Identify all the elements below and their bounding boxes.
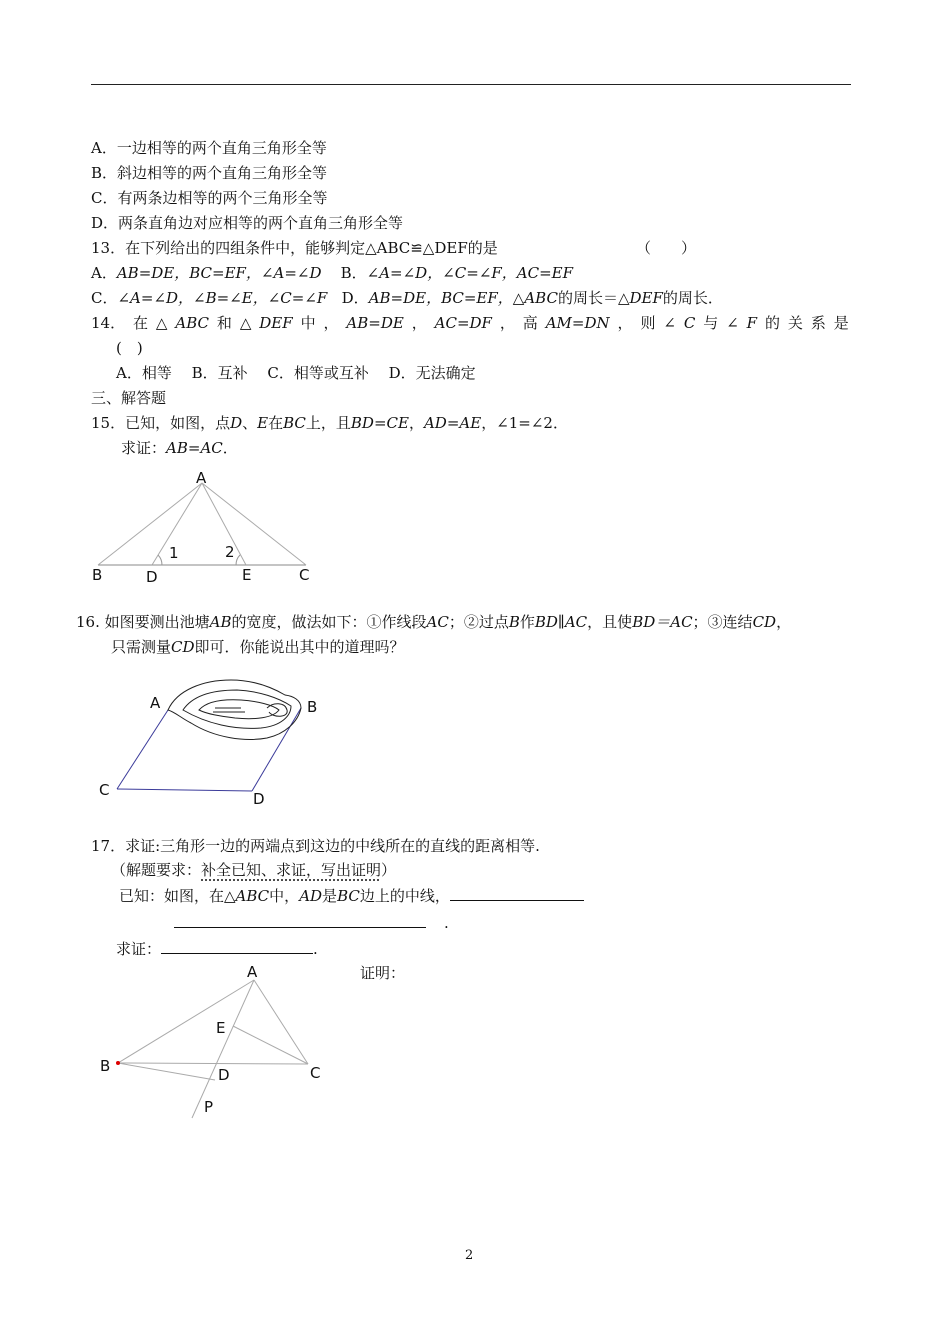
q17-label-p: P (204, 1098, 214, 1116)
q17-emphasis-dots: 补全已知、求证，写出证明 (201, 861, 382, 879)
q14-token: C (683, 314, 696, 332)
q15-label-e: E (242, 566, 252, 584)
given-blank-2[interactable] (174, 913, 426, 928)
q14-token: △ (155, 314, 168, 332)
q14-token: 则 (640, 314, 656, 332)
q15-angle-2: 2 (225, 543, 235, 561)
q13-stem: 13．在下列给出的四组条件中，能够判定△ABC≌△DEF的是 (91, 239, 498, 257)
q13-option-a: AB=DE，BC=EF，∠A=∠D (116, 264, 322, 282)
q14-token: ， (323, 314, 339, 332)
q16-label-a: A (150, 694, 161, 712)
q14-token: 关 (787, 314, 803, 332)
q14-token: AM=DN (545, 314, 610, 332)
q14-answer-paren: ( ) (116, 339, 143, 357)
page-number: 2 (465, 1248, 474, 1263)
pond-swirl (213, 704, 287, 717)
q17-stem: 17．求证:三角形一边的两端点到这边的中线所在的直线的距离相等. (91, 837, 540, 855)
q17-proof-label: 证明： (360, 964, 406, 982)
q15-figure (80, 460, 340, 590)
q16-label-b: B (307, 698, 318, 716)
q17-label-c: C (310, 1064, 321, 1082)
q14-token: 的 (765, 314, 781, 332)
q15-stem: 15．已知，如图，点D、E在BC上，且BD=CE，AD=AE，∠1=∠2． (91, 414, 568, 432)
q16-label-c: C (99, 781, 110, 799)
q17-label-d: D (218, 1066, 230, 1084)
q16-figure (95, 668, 335, 808)
q14-token: 与 (703, 314, 719, 332)
q17-label-e: E (216, 1019, 226, 1037)
q14-token: AC=DF (434, 314, 492, 332)
q14-token: ， (499, 314, 515, 332)
section-heading: 三、解答题 (91, 389, 167, 407)
q17-prove: 求证： . (116, 940, 318, 958)
q17-given-line2: . (174, 913, 449, 933)
header-rule (91, 84, 851, 85)
q14-token: △ (239, 314, 252, 332)
q14-token: 中 (300, 314, 316, 332)
q15-label-d: D (146, 568, 158, 586)
q14-token: ∠ (663, 314, 676, 332)
q15-prove: 求证：AB=AC． (121, 439, 238, 457)
q17-figure (90, 958, 340, 1128)
q15-label-b: B (92, 566, 103, 584)
q14-token: 是 (833, 314, 849, 332)
q12-option-d: D．两条直角边对应相等的两个直角三角形全等 (91, 214, 404, 232)
q12-option-a: A．一边相等的两个直角三角形全等 (91, 139, 327, 157)
q14-token: 高 (522, 314, 538, 332)
q13-options-ab: A．AB=DE，BC=EF，∠A=∠D B．∠A=∠D，∠C=∠F，AC=EF (91, 264, 574, 282)
q16-stem-line1: 16. 如图要测出池塘AB的宽度，做法如下：①作线段AC；②过点B作BD∥AC，且使BD＝AC；③连结CD， (76, 613, 792, 631)
q14-token: F (746, 314, 758, 332)
q14-token: ， (617, 314, 633, 332)
pond-outline-inner (199, 700, 279, 719)
q13-answer-paren: （ ） (636, 239, 697, 257)
point-b-marker (116, 1061, 120, 1065)
q17-label-a: A (247, 963, 258, 981)
q12-option-b: B．斜边相等的两个直角三角形全等 (91, 164, 328, 182)
q14-token: 14． (91, 314, 126, 332)
q13-option-c: ∠A=∠D，∠B=∠E，∠C=∠F (117, 289, 328, 307)
prove-blank[interactable] (161, 939, 313, 954)
q17-label-b: B (100, 1057, 111, 1075)
q15-label-a: A (196, 469, 207, 487)
q14-token: 和 (216, 314, 232, 332)
q13-options-cd: C．∠A=∠D，∠B=∠E，∠C=∠F D．AB=DE，BC=EF，△ABC的周长＝△DEF的周长． (91, 289, 723, 307)
q16-stem-line2: 只需测量CD即可．你能说出其中的道理吗？ (111, 638, 405, 656)
q14-token: ， (411, 314, 427, 332)
q13-option-b: ∠A=∠D，∠C=∠F，AC=EF (366, 264, 574, 282)
q15-label-c: C (299, 566, 310, 584)
q14-token: 系 (810, 314, 826, 332)
pond-outline-outer (168, 680, 301, 739)
q14-token: AB=DE (346, 314, 404, 332)
q12-option-c: C．有两条边相等的两个三角形全等 (91, 189, 328, 207)
q14-options: A．相等 B．互补 C．相等或互补 D．无法确定 (116, 364, 476, 382)
given-blank-1[interactable] (450, 886, 584, 901)
q16-label-d: D (253, 790, 265, 808)
q14-token: ABC (175, 314, 209, 332)
q14-token: 在 (133, 314, 149, 332)
q13-option-d: AB=DE，BC=EF，△ABC (368, 289, 558, 307)
q17-requirement: （解题要求：补全已知、求证，写出证明） (111, 861, 397, 879)
q14-token: ∠ (726, 314, 739, 332)
q15-angle-1: 1 (169, 544, 179, 562)
q14-token: DEF (259, 314, 293, 332)
q17-given: 已知：如图，在△ABC中，AD是BC边上的中线， (119, 886, 584, 906)
q14-stem (91, 313, 849, 333)
